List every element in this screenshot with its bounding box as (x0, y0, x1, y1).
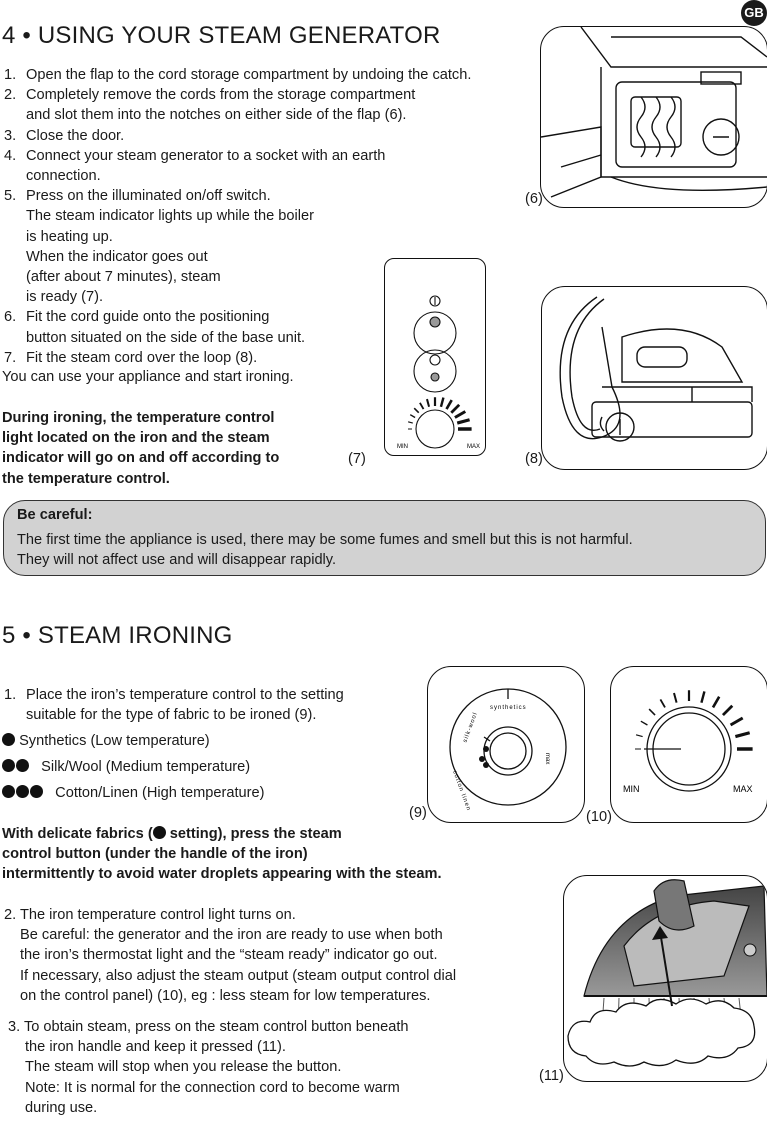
dial-tick (408, 422, 413, 423)
temperature-dial-illustration (428, 667, 584, 822)
steam-dial-illustration (611, 667, 767, 822)
figure-7-control-panel (384, 258, 486, 456)
dot-icon (16, 759, 29, 772)
caption-7: (7) (348, 451, 366, 467)
cord-storage-illustration (541, 27, 767, 207)
dot-icon (2, 759, 15, 772)
dial-ticks (635, 690, 753, 749)
figure-8-steam-cord (541, 286, 767, 470)
dial-tick (420, 403, 424, 409)
section-5-step-3: 3. To obtain steam, press on the steam control button beneath the iron handle and keep it pressed (11). The steam will stop when you release the button. Note: It is normal for the connection cord to become warm during use. (8, 1019, 409, 1116)
dial-tick (427, 399, 429, 407)
dial-tick (410, 415, 415, 418)
temperature-note: During ironing, the temperature control light located on the iron and the steam indicator will go on and off according to the temperature control. (2, 410, 280, 487)
dial-tick (660, 699, 665, 707)
dot-icon (16, 785, 29, 798)
dial-tick (451, 405, 459, 413)
step-item: 6. Fit the cord guide onto the positioning button situated on the side of the base unit. (4, 309, 306, 346)
iron-steam-illustration (564, 876, 767, 1081)
dial-tick (649, 709, 655, 715)
control-panel-illustration (385, 259, 485, 455)
dial-tick (641, 721, 648, 725)
figure-11-iron-steam (563, 875, 767, 1082)
dial-max-label: max (544, 753, 550, 765)
caption-10: (10) (586, 809, 612, 825)
dial-tick (723, 706, 732, 715)
section-4-title: 4 • USING YOUR STEAM GENERATOR (2, 22, 441, 49)
dot-icon (153, 826, 166, 839)
section-5-step-2: 2. The iron temperature control light turns on. Be careful: the generator and the iron are ready to use when both the iron’s thermostat light and the “steam ready” indicator go out. If necessary, also adjust the steam output (steam output control dial on the control panel) (10), eg : less steam for low temperatures. (4, 907, 457, 1004)
figure-9-temperature-dial (427, 666, 585, 823)
setting-silk-wool: Silk/Wool (Medium temperature) (2, 757, 250, 777)
dial-cotton-linen-label: cotton linen (451, 769, 472, 813)
section-5-title: 5 • STEAM IRONING (2, 622, 233, 649)
dial-tick (455, 412, 465, 418)
language-badge: GB (741, 0, 767, 26)
be-careful-box (3, 500, 766, 576)
step-item: 7. Fit the steam cord over the loop (8). (4, 349, 258, 366)
start-ironing-text: You can use your appliance and start ironing. (2, 369, 294, 385)
steam-cord-illustration (542, 287, 767, 469)
figure-6-cord-storage (540, 26, 767, 208)
dot-icon (2, 785, 15, 798)
dial-synthetics-label: synthetics (490, 705, 527, 711)
be-careful-line-2: They will not affect use and will disappear rapidly. (17, 552, 337, 568)
section-5-step-1: 1. Place the iron’s temperature control to the setting suitable for the type of fabric to be ironed (9). (4, 687, 344, 724)
caption-6: (6) (525, 191, 543, 207)
dial-tick (731, 718, 743, 725)
be-careful-line-1: The first time the appliance is used, there may be some fumes and smell but this is not harmful. (17, 532, 633, 548)
dial-tick (441, 398, 443, 407)
dial-tick (735, 733, 749, 737)
step-item: 3. Close the door. (4, 127, 125, 144)
dial-tick (447, 400, 452, 409)
figure-10-steam-dial (610, 666, 767, 823)
step-item: 4. Connect your steam generator to a socket with an earth connection. (4, 147, 386, 185)
step-item: 2. Completely remove the cords from the storage compartment and slot them into the notches on either side of the flap (6). (4, 87, 416, 124)
dial-ticks (408, 397, 472, 429)
dial-tick (457, 420, 469, 423)
setting-synthetics: Synthetics (Low temperature) (2, 731, 210, 751)
dial-max-label: MAX (733, 784, 753, 794)
dial-tick (674, 693, 677, 703)
dial-tick (701, 691, 704, 702)
dial-silk-wool-label: silk-wool (462, 711, 480, 744)
delicate-fabrics-note: With delicate fabrics ( setting), press the steam control button (under the handle of the iron) intermittently to avoid water droplets appearing with the steam. (2, 826, 442, 883)
caption-11: (11) (539, 1068, 564, 1084)
dot-icon (30, 785, 43, 798)
dial-tick (636, 735, 643, 737)
dial-max-label: MAX (467, 444, 481, 450)
be-careful-title: Be careful: (17, 507, 93, 523)
dial-min-label: MIN (623, 784, 640, 794)
caption-8: (8) (525, 451, 543, 467)
dial-tick (414, 408, 419, 413)
dial-min-label: MIN (397, 444, 408, 450)
dial-tick (713, 697, 719, 708)
setting-cotton-linen: Cotton/Linen (High temperature) (2, 783, 264, 803)
dot-icon (2, 733, 15, 746)
step-item: 1. Open the flap to the cord storage compartment by undoing the catch. (4, 67, 472, 83)
caption-9: (9) (409, 805, 427, 821)
step-item: 5. Press on the illuminated on/off switch. The steam indicator lights up while the boiler is heating up. When the indicator goes out (after about 7 minutes), steam is ready (7). (4, 188, 314, 306)
